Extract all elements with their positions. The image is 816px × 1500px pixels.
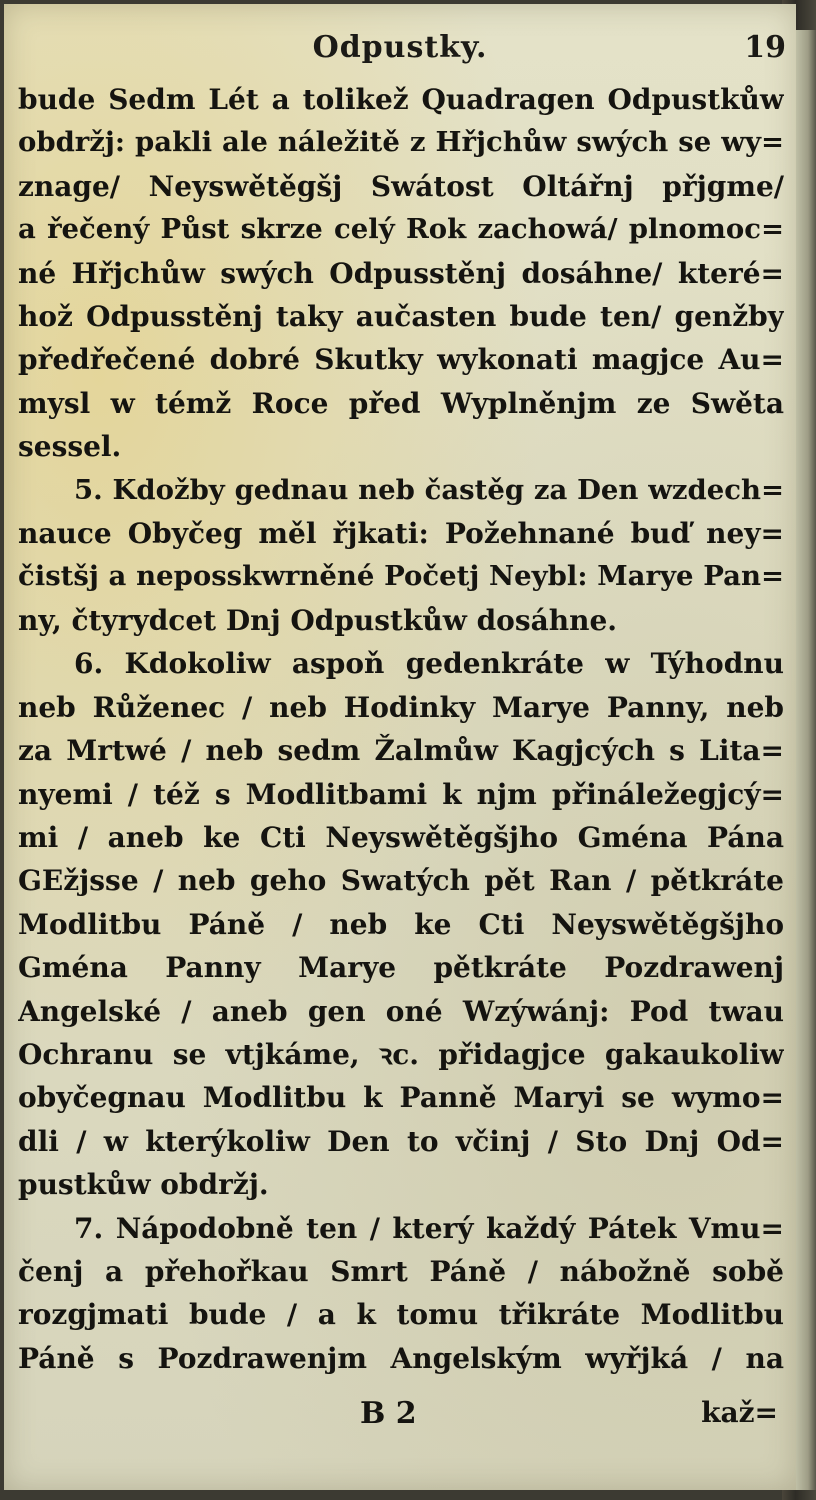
text-line: čenj a přehořkau Smrt Páně / nábožně sobě <box>18 1254 784 1288</box>
text-line: mysl w témž Roce před Wyplněnjm ze Swěta <box>18 386 784 420</box>
body-text <box>18 78 784 1380</box>
text-line: neb Růženec / neb Hodinky Marye Panny, neb <box>18 690 784 724</box>
page-footer <box>4 1396 796 1436</box>
paragraph-5-start: 5. Kdožby gednau neb častěg za Den wzdech= <box>74 473 784 506</box>
text-line: Páně s Pozdrawenjm Angelským wyřjká / na <box>18 1341 784 1375</box>
text-line: Angelské / aneb gen oné Wzýwánj: Pod twau <box>18 994 784 1028</box>
text-line: čistšj a neposskwrněné Početj Neybl: Marye Pan= <box>18 560 784 593</box>
text-line: obyčegnau Modlitbu k Panně Maryi se wymo= <box>18 1081 784 1115</box>
text-line: hož Odpusstěnj taky aučasten bude ten/ genžby <box>18 300 784 334</box>
text-line: dli / w kterýkoliw Den to včinj / Sto Dnj Od= <box>18 1124 784 1158</box>
text-line: Gména Panny Marye pětkráte Pozdrawenj <box>18 951 784 985</box>
next-sheet-edge <box>796 30 816 1490</box>
text-line: Modlitbu Páně / neb ke Cti Neyswětěgšjho <box>18 907 784 941</box>
text-line: za Mrtwé / neb sedm Žalmůw Kagjcých s Lita= <box>18 734 784 768</box>
running-title: Odpustky. <box>312 30 488 65</box>
text-line: mi / aneb ke Cti Neyswětěgšjho Gména Pána <box>18 820 784 854</box>
text-line: nyemi / též s Modlitbami k njm přináležegjcý= <box>18 777 784 811</box>
page-number: 19 <box>744 30 786 65</box>
text-line: předřečené dobré Skutky wykonati magjce Au= <box>18 343 784 377</box>
text-line: né Hřjchůw swých Odpusstěnj dosáhne/ které= <box>18 256 784 290</box>
text-line: ny, čtyrydcet Dnj Odpustkůw dosáhne. <box>18 603 618 637</box>
text-line: sessel. <box>18 430 122 464</box>
text-line: GEžjsse / neb geho Swatých pět Ran / pětkráte <box>18 864 784 898</box>
text-line: a řečený Půst skrze celý Rok zachowá/ plnomoc= <box>18 213 784 246</box>
text-line: nauce Obyčeg měl řjkati: Požehnané buď ney= <box>18 517 784 551</box>
book-page <box>4 4 796 1490</box>
text-line: obdržj: pakli ale náležitě z Hřjchůw swých se wy= <box>18 126 784 159</box>
text-line: Ochranu se vtjkáme, ꝛc. přidagjce gakaukoliw <box>18 1037 784 1071</box>
running-head <box>4 30 796 70</box>
signature-mark: B 2 <box>360 1396 417 1431</box>
paragraph-7-start: 7. Nápodobně ten / který každý Pátek Vmu= <box>74 1211 784 1245</box>
text-line: rozgjmati bude / a k tomu třikráte Modlitbu <box>18 1298 784 1332</box>
text-line: bude Sedm Lét a tolikež Quadragen Odpustkůw <box>18 83 784 116</box>
text-line: pustkůw obdržj. <box>18 1168 269 1202</box>
paragraph-6-start: 6. Kdokoliw aspoň gedenkráte w Týhodnu <box>74 647 784 681</box>
text-line: znage/ Neyswětěgšj Swátost Oltářnj přjgme/ <box>18 169 784 203</box>
catchword: kaž= <box>701 1396 778 1429</box>
